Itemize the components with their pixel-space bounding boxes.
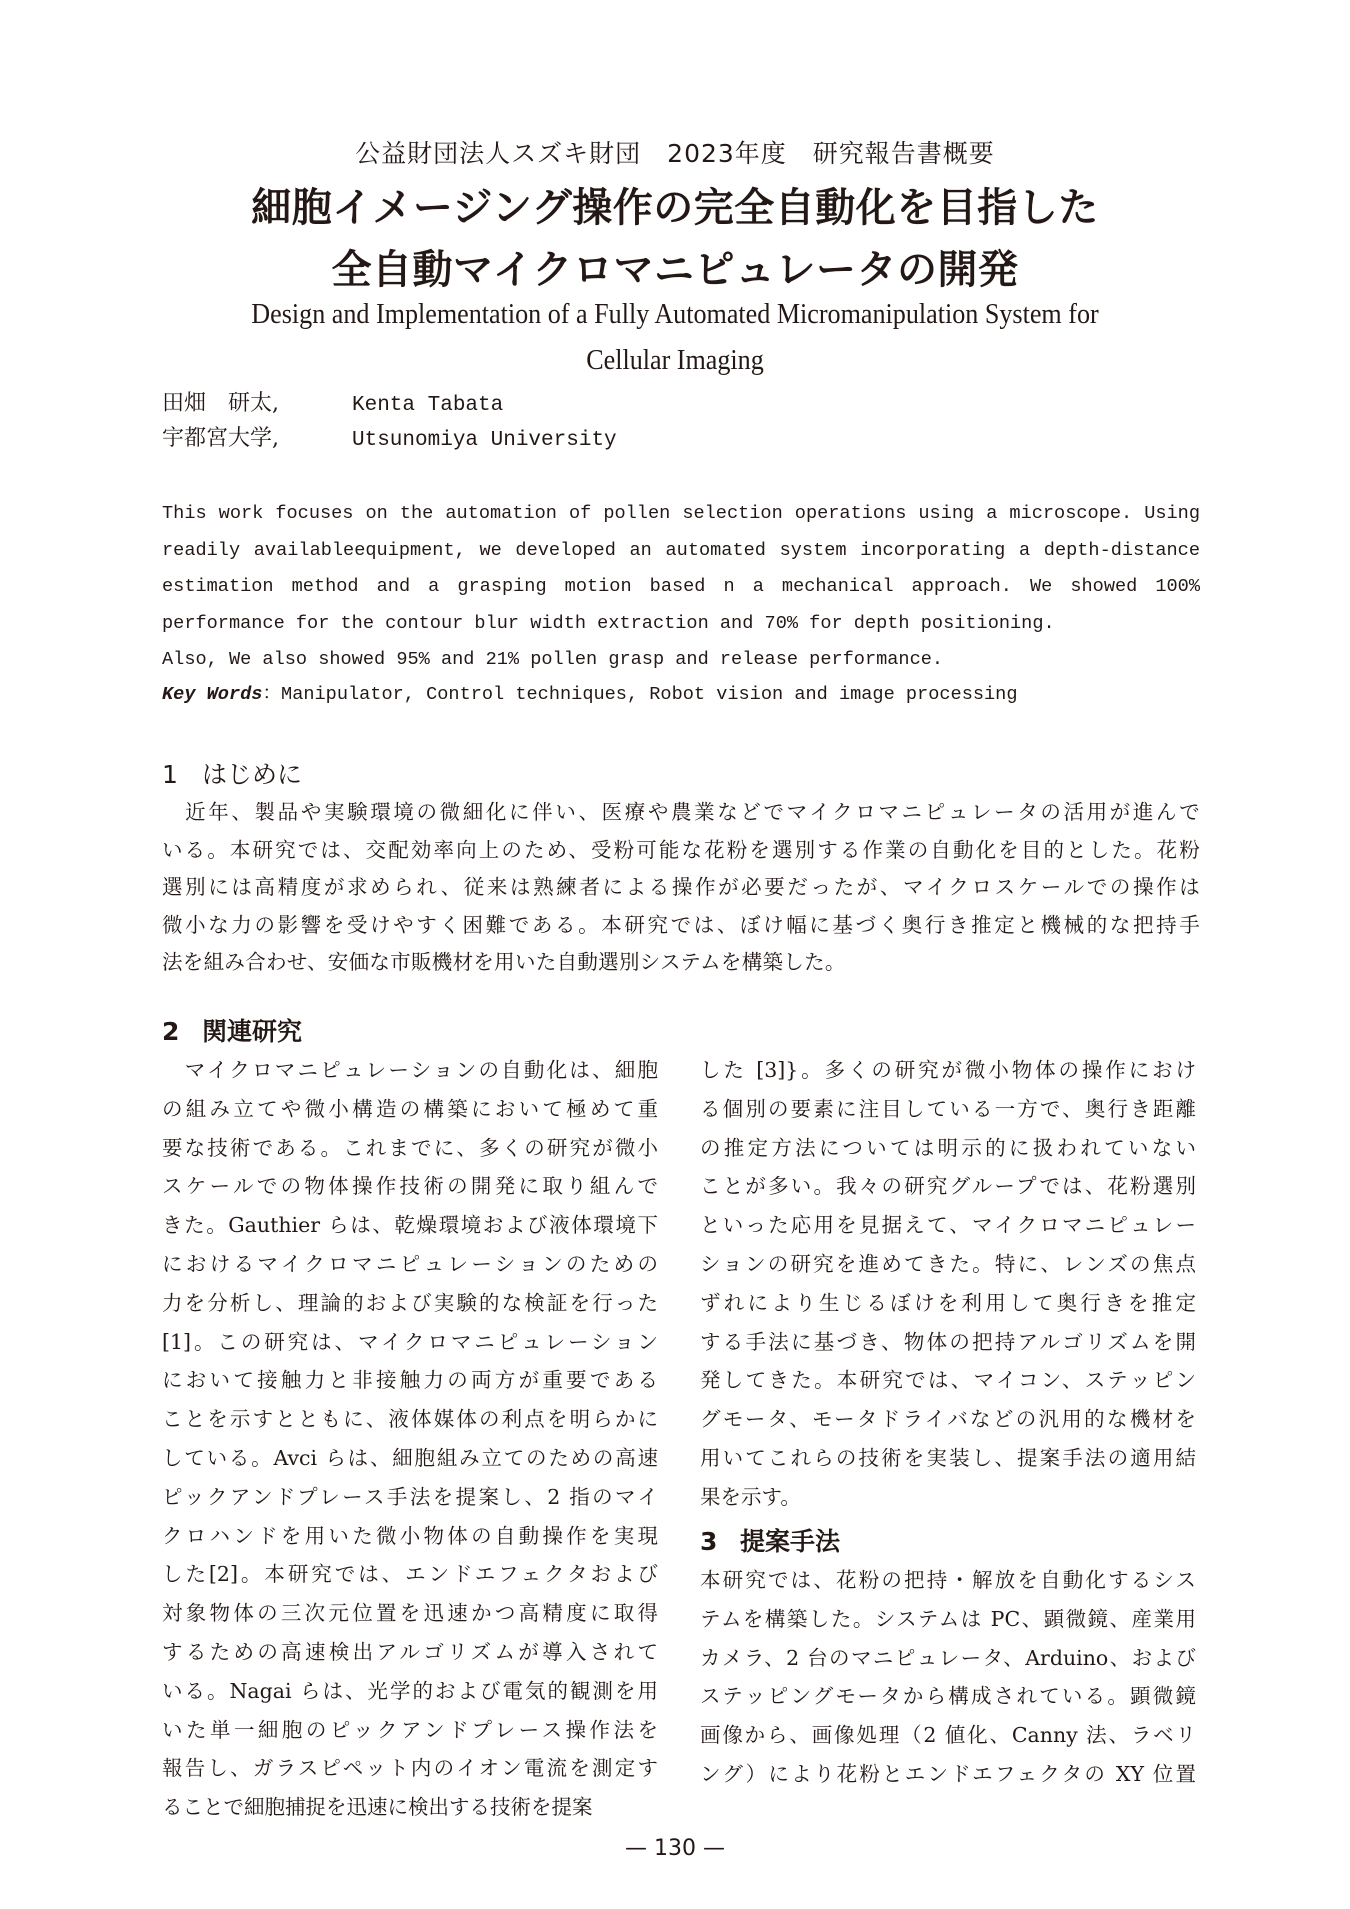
author-name (162, 386, 503, 420)
body-line: するための高速検出アルゴリズムが導入されて (162, 1639, 658, 1664)
section-heading-related-work (162, 1012, 302, 1048)
body-line: カメラ、2 台のマニピュレータ、Arduino、および (700, 1645, 1196, 1670)
body-line: におけるマイクロマニピュレーションのための (162, 1251, 658, 1276)
body-line: テムを構築した。システムは PC、顕微鏡、産業用 (700, 1606, 1196, 1631)
body-line: ング）により花粉とエンドエフェクタの XY 位置 (700, 1761, 1196, 1786)
body-line: スケールでの物体操作技術の開発に取り組んで (162, 1174, 658, 1199)
body-line: ことが多い。我々の研究グループでは、花粉選別 (700, 1174, 1196, 1199)
body-line: する手法に基づき、物体の把持アルゴリズムを開 (700, 1329, 1196, 1354)
author-affiliation (162, 421, 617, 455)
body-line: の推定方法については明示的に扱われていない (700, 1135, 1196, 1160)
keywords (162, 680, 1200, 710)
body-line: 力を分析し、理論的および実験的な検証を行った (162, 1290, 658, 1315)
body-line: 用いてこれらの技術を実装し、提案手法の適用結 (700, 1445, 1196, 1470)
body-line: した [3]}。多くの研究が微小物体の操作におけ (700, 1058, 1196, 1082)
page-number: — 130 — (625, 1836, 725, 1861)
affiliation-en: Utsunomiya University (352, 429, 617, 452)
body-line: いる。本研究では、交配効率向上のため、受粉可能な花粉を選別する作業の自動化を目的とした。花粉 (162, 837, 1200, 862)
body-line: ずれにより生じるぼけを利用して奥行きを推定 (700, 1290, 1196, 1315)
body-line: ステッピングモータから構成されている。顕微鏡 (700, 1684, 1196, 1709)
body-line: 本研究では、花粉の把持・解放を自動化するシス (700, 1568, 1196, 1592)
right-column-proposed-method (700, 1561, 1196, 1794)
section-heading-introduction (162, 755, 302, 791)
body-line: [1]。この研究は、マイクロマニピュレーション (162, 1329, 658, 1354)
body-line: 選別には高精度が求められ、従来は熟練者による操作が必要だったが、マイクロスケールでの操作は (162, 875, 1200, 899)
section-number: 1 (162, 760, 178, 789)
body-line: 画像から、画像処理（2 値化、Canny 法、ラベリ (700, 1723, 1196, 1748)
title-japanese-line-1: 細胞イメージング操作の完全自動化を目指した (251, 185, 1099, 231)
abstract-line: Also, We also showed 95% and 21% pollen grasp and release performance. (162, 649, 944, 670)
section-number: 2 (162, 1017, 180, 1046)
body-line: クロハンドを用いた微小物体の自動操作を実現 (162, 1523, 658, 1548)
body-line: グモータ、モータドライバなどの汎用的な機材を (700, 1407, 1196, 1432)
body-line: 要な技術である。これまでに、多くの研究が微小 (162, 1135, 658, 1160)
body-line: の組み立てや微小構造の構築において極めて重 (162, 1096, 658, 1121)
section-number: 3 (700, 1527, 718, 1556)
left-column-related-work (162, 1051, 658, 1827)
body-line: において接触力と非接触力の両方が重要である (162, 1368, 658, 1393)
body-line: 対象物体の三次元位置を迅速かつ高精度に取得 (162, 1601, 658, 1626)
title-japanese-line-2: 全自動マイクロマニピュレータの開発 (331, 247, 1019, 293)
abstract-line: performance for the contour blur width extraction and 70% for depth positioning. (162, 612, 1055, 634)
section-title: 提案手法 (740, 1527, 841, 1556)
body-line: ことを示すとともに、液体媒体の利点を明らかに (162, 1407, 658, 1432)
body-line: 報告し、ガラスピペット内のイオン電流を測定す (162, 1756, 658, 1781)
body-line: きた。Gauthier らは、乾燥環境および液体環境下 (162, 1213, 658, 1238)
abstract-line: This work focuses on the automation of pollen selection operations using a microscope. Using (162, 503, 1200, 524)
right-column-related-work (700, 1051, 1196, 1517)
body-line: いた単一細胞のピックアンドプレース操作法を (162, 1717, 658, 1742)
section-title: 関連研究 (202, 1017, 303, 1046)
abstract (162, 496, 1200, 679)
author-name-ja: 田畑 研太, (162, 391, 279, 416)
section-heading-proposed-method (700, 1522, 840, 1558)
body-line: る個別の要素に注目している一方で、奥行き距離 (700, 1096, 1196, 1121)
body-line: 果を示す。 (700, 1484, 801, 1509)
section-title: はじめに (202, 760, 303, 789)
abstract-line: readily availableequipment, we developed an automated system incorporating a depth-distance (162, 539, 1200, 561)
title-english-line-2: Cellular Imaging (586, 344, 764, 376)
body-line: ることで細胞捕捉を迅速に検出する技術を提案 (162, 1795, 593, 1820)
keywords-label: Key Words (162, 684, 263, 705)
body-line: いる。Nagai らは、光学的および電気的観測を用 (162, 1678, 658, 1703)
affiliation-ja: 宇都宮大学, (162, 426, 279, 451)
author-name-en: Kenta Tabata (352, 394, 504, 417)
abstract-line: estimation method and a grasping motion based n a mechanical approach. We showed 100% (162, 576, 1200, 597)
body-line: ションの研究を進めてきた。特に、レンズの焦点 (700, 1251, 1196, 1276)
body-line: 発してきた。本研究では、マイコン、ステッピン (700, 1368, 1196, 1393)
body-line: 近年、製品や実験環境の微細化に伴い、医療や農業などでマイクロマニピュレータの活用が進んで (162, 800, 1200, 824)
body-line: している。Avci らは、細胞組み立てのための高速 (162, 1445, 658, 1470)
body-line: 法を組み合わせ、安価な市販機材を用いた自動選別システムを構築した。 (162, 950, 846, 974)
keywords-list: Manipulator, Control techniques, Robot vision and image processing (281, 684, 1018, 705)
body-line: した[2]。本研究では、エンドエフェクタおよび (162, 1562, 658, 1587)
body-line: 微小な力の影響を受けやすく困難である。本研究では、ぼけ幅に基づく奥行き推定と機械的な把持手 (162, 912, 1200, 937)
keywords-separator: ： (262, 684, 282, 705)
body-line: マイクロマニピュレーションの自動化は、細胞 (162, 1058, 658, 1082)
report-series-header: 公益財団法人スズキ財団 2023年度 研究報告書概要 (355, 139, 995, 168)
body-line: ピックアンドプレース手法を提案し、2 指のマイ (162, 1484, 658, 1509)
title-english-line-1: Design and Implementation of a Fully Automated Micromanipulation System for (251, 298, 1099, 330)
body-line: といった応用を見据えて、マイクロマニピュレー (700, 1213, 1196, 1238)
section-body-introduction (162, 794, 1200, 982)
